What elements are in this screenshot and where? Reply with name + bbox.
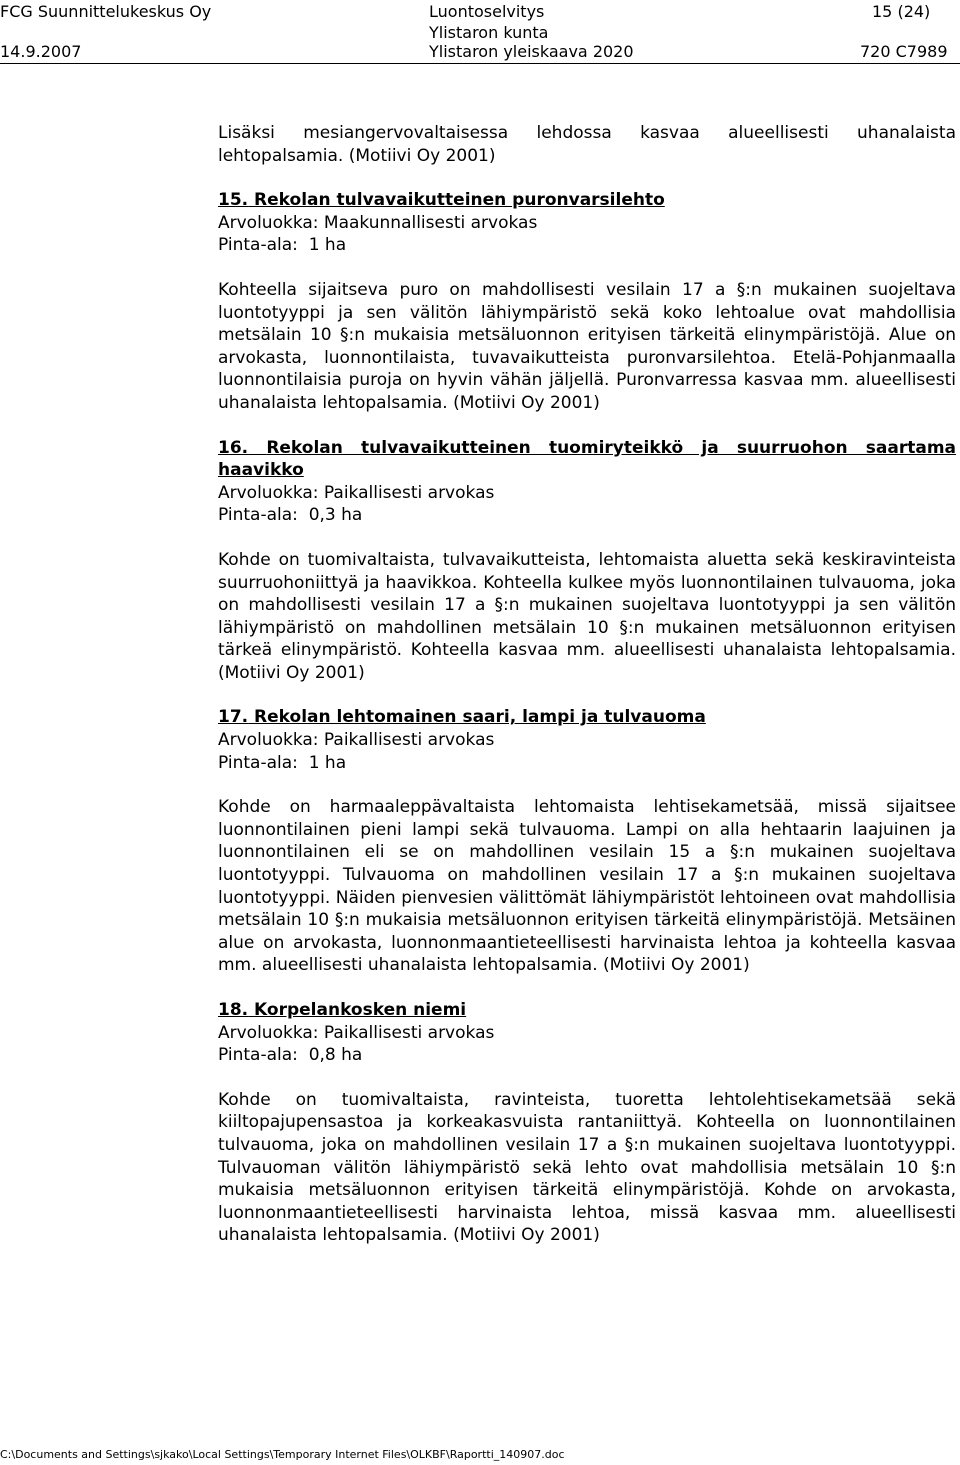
header-row-1 [0, 1, 960, 23]
section-class: Arvoluokka: Paikallisesti arvokas [218, 482, 495, 503]
document-date: 14.9.2007 [0, 42, 82, 61]
section-area: Pinta-ala: 0,3 ha [218, 505, 363, 526]
municipality: Ylistaron kunta [429, 23, 549, 42]
section-body: Kohde on harmaaleppävaltaista lehtomaista lehtisekametsää, missä sijaitsee luonnontilainen pieni lampi sekä tulvauoma. Lampi on alla hehtaarin laajuinen ja luonnontilainen eli se on mahdollinen vesilain 15 a §:n mukainen suojeltava luontotyyppi. Tulvauoma on mahdollinen vesilain 17 a §:n mukainen suojeltava luontotyyppi. Näiden pienvesien välittömät lähiympäristöt lehtoineen ovat mahdollisia metsälain 10 §:n mukaisia metsäluonnon erityisen tärkeitä elinympäristöjä. Metsäinen alue on arvokasta, luonnonmaantieteellisesti harvinaista lehtoa ja kohteella kasvaa mm. alueellisesti uhanalaista lehtopalsamia. (Motiivi Oy 2001) [218, 797, 956, 976]
section-title: 16. Rekolan tulvavaikutteinen tuomiryteikkö ja suurruohon saartama haavikko [218, 437, 957, 481]
section-title: 15. Rekolan tulvavaikutteinen puronvarsilehto [218, 190, 665, 211]
section-area: Pinta-ala: 1 ha [218, 752, 347, 773]
section-18 [218, 999, 956, 1247]
section-15 [218, 189, 956, 414]
section-area: Pinta-ala: 1 ha [218, 235, 347, 256]
document-title: Luontoselvitys [429, 2, 545, 21]
file-path-footer: C:\Documents and Settings\sjkako\Local Settings\Temporary Internet Files\OLKBF\Raportti_140907.doc [0, 1448, 565, 1461]
project-code: 720 C7989 [860, 42, 948, 61]
section-body: Kohteella sijaitseva puro on mahdollisesti vesilain 17 a §:n mukainen suojeltava luontotyyppi ja sen välitön lähiympäristö sekä koko lehtoalue ovat mahdollisia metsälain 10 §:n mukaisia metsäluonnon erityisen tärkeitä elinympäristöjä. Alue on arvokasta, luonnontilaista, tuvavaikutteista puronvarsilehtoa. Etelä-Pohjanmaalla luonnontilaisia puroja on hyvin vähän jäljellä. Puronvarressa kasvaa mm. alueellisesti uhanalaista lehtopalsamia. (Motiivi Oy 2001) [218, 279, 956, 413]
header-rule [0, 63, 960, 64]
section-class: Arvoluokka: Paikallisesti arvokas [218, 1022, 495, 1043]
intro-paragraph: Lisäksi mesiangervovaltaisessa lehdossa kasvaa alueellisesti uhanalaista lehtopalsamia. (Motiivi Oy 2001) [218, 123, 956, 166]
section-title: 18. Korpelankosken niemi [218, 1000, 467, 1020]
section-16 [218, 437, 956, 685]
section-body: Kohde on tuomivaltaista, tulvavaikutteista, lehtomaista aluetta sekä keskiravinteista suurruohoniittyä ja haavikkoa. Kohteella kulkee myös luonnontilainen tulvauoma, joka on mahdollisesti vesilain 17 a §:n mukainen suojeltava luontotyyppi ja sen välitön lähiympäristö on mahdollinen metsälain 10 §:n mukainen metsäluonnon erityisen tärkeä elinympäristö. Kohteella kasvaa mm. alueellisesti uhanalaista lehtopalsamia. (Motiivi Oy 2001) [218, 549, 956, 683]
document-body [218, 122, 956, 1247]
section-area: Pinta-ala: 0,8 ha [218, 1045, 363, 1066]
section-17 [218, 706, 956, 977]
section-body: Kohde on tuomivaltaista, ravinteista, tuoretta lehtolehtisekametsää sekä kiiltopajupensastoa ja korkeakasvuista rantaniittyä. Kohteella on luonnontilainen tulvauoma, joka on mahdollinen vesilain 17 a §:n mukainen suojeltava luontotyyppi. Tulvauoman välitön lähiympäristö sekä lehto ovat mahdollisia metsälain 10 §:n mukaisia metsäluonnon erityisen tärkeitä elinympäristöjä. Kohde on arvokasta, luonnonmaantieteellisesti harvinaista lehtoa, missä kasvaa mm. alueellisesti uhanalaista lehtopalsamia. (Motiivi Oy 2001) [218, 1089, 956, 1246]
plan-name: Ylistaron yleiskaava 2020 [429, 42, 634, 61]
page-header [0, 0, 960, 64]
page-number: 15 (24) [872, 2, 931, 21]
section-class: Arvoluokka: Paikallisesti arvokas [218, 730, 495, 751]
header-row-3 [0, 41, 960, 63]
section-class: Arvoluokka: Maakunnallisesti arvokas [218, 212, 538, 233]
section-title: 17. Rekolan lehtomainen saari, lampi ja tulvauoma [218, 707, 706, 728]
company-name: FCG Suunnittelukeskus Oy [0, 2, 212, 21]
